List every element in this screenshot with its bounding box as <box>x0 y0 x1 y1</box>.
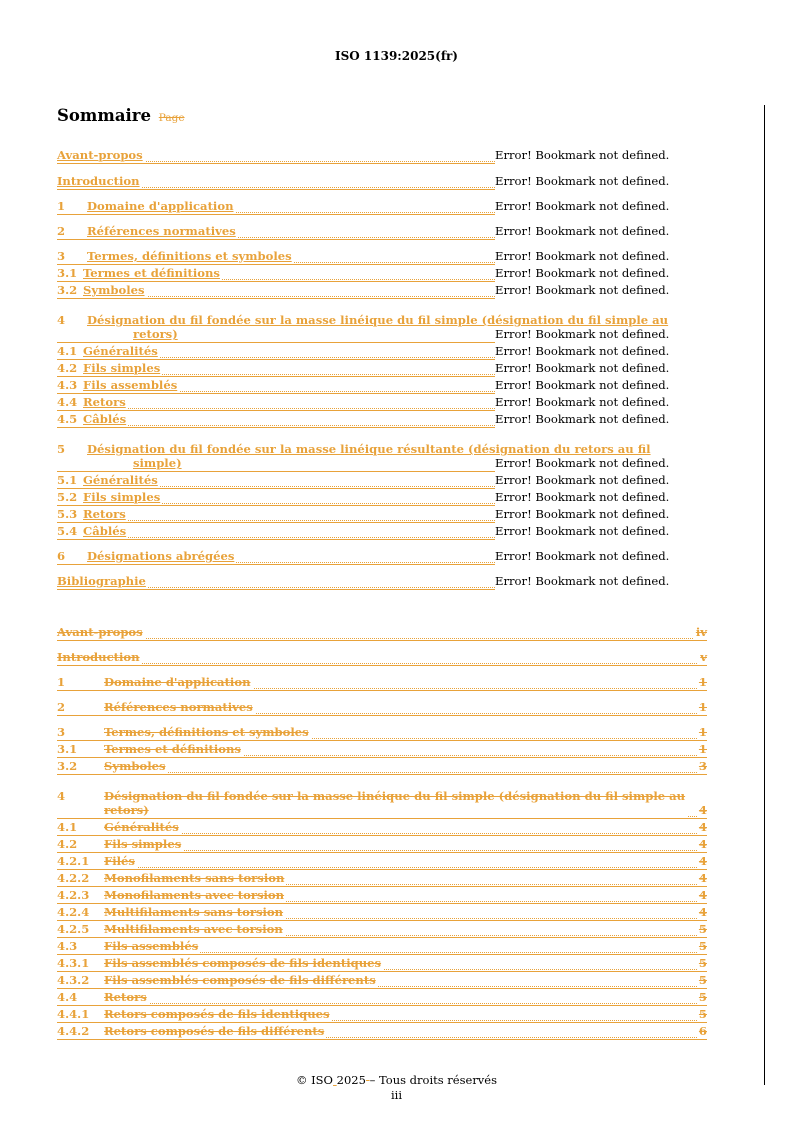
toc-entry-label <box>57 378 179 392</box>
change-underline <box>57 665 707 666</box>
toc-deleted-number: 4.2 <box>57 837 78 851</box>
toc-deleted-label <box>57 820 181 834</box>
toc-entry-number: 5.1 <box>57 473 78 487</box>
toc-deleted-number: 4.1 <box>57 820 78 834</box>
toc-deleted-title: Symboles <box>104 759 166 773</box>
toc-page-label: Page <box>158 112 185 124</box>
toc-entry-link[interactable] <box>57 438 670 472</box>
change-bar <box>764 105 765 1085</box>
toc-entry-number: 3 <box>57 249 66 263</box>
toc-deleted-page: 5 <box>698 956 707 970</box>
toc-deleted-label <box>57 789 687 817</box>
toc-entry-error: Error! Bookmark not defined. <box>495 266 670 280</box>
toc-entry-label <box>57 174 142 188</box>
toc-deleted-label <box>57 905 285 919</box>
toc-entry-label <box>57 574 148 588</box>
toc-deleted-number: 3.1 <box>57 742 78 756</box>
toc-deleted-entry[interactable] <box>57 921 707 938</box>
toc-deleted-page: 4 <box>698 905 707 919</box>
toc-deleted-title-continuation: retors) <box>104 803 149 817</box>
change-underline <box>57 690 707 691</box>
toc-deleted-page: 1 <box>698 700 707 714</box>
toc-deleted-label <box>57 871 286 885</box>
toc-deleted-title: Avant-propos <box>57 625 143 639</box>
toc-deleted-entry[interactable] <box>57 674 707 691</box>
change-underline <box>57 1039 707 1040</box>
toc-entry-link[interactable] <box>57 198 670 215</box>
toc-entry-title: Fils simples <box>83 490 161 504</box>
insert-underline <box>57 427 495 428</box>
toc-deleted-label <box>57 725 311 739</box>
toc-deleted-entry[interactable] <box>57 1006 707 1023</box>
toc-entry-number: 3.1 <box>57 266 78 280</box>
toc-entry-link[interactable] <box>57 248 670 265</box>
toc-deleted-number: 3 <box>57 725 66 739</box>
toc-deleted-entry[interactable] <box>57 819 707 836</box>
toc-deleted-number: 4.2.5 <box>57 922 90 936</box>
toc-deleted-title: Monofilaments sans torsion <box>104 871 285 885</box>
footer-copyright: © ISO <box>295 1073 333 1087</box>
toc-deleted-number: 4.4.1 <box>57 1007 90 1021</box>
toc-deleted-entry[interactable] <box>57 836 707 853</box>
toc-deleted-entry[interactable] <box>57 699 707 716</box>
toc-entry-number: 4.1 <box>57 344 78 358</box>
toc-deleted-page: 4 <box>698 854 707 868</box>
toc-deleted-title: Retors composés de fils différents <box>104 1024 325 1038</box>
toc-deleted-number: 4.3 <box>57 939 78 953</box>
toc-deleted-label <box>57 922 285 936</box>
insert-underline <box>57 589 495 590</box>
toc-deleted-title: Multifilaments avec torsion <box>104 922 283 936</box>
toc-deleted-label <box>57 888 286 902</box>
toc-entry-error: Error! Bookmark not defined. <box>495 361 670 375</box>
toc-entry-title-continuation: retors) <box>133 327 178 341</box>
toc-entry-number: 2 <box>57 224 66 238</box>
toc-entry-link[interactable] <box>57 282 670 299</box>
toc-deleted-page: 5 <box>698 922 707 936</box>
toc-entry-label <box>57 148 145 162</box>
toc-deleted-title: Fils simples <box>104 837 182 851</box>
toc-entry-number: 4.5 <box>57 412 78 426</box>
toc-entry-title: Retors <box>83 395 126 409</box>
toc-deleted-label <box>57 675 253 689</box>
toc-deleted-entry[interactable] <box>57 758 707 775</box>
toc-entry-label <box>57 361 162 375</box>
toc-entry-link[interactable] <box>57 523 670 540</box>
toc-deleted-number: 3.2 <box>57 759 78 773</box>
toc-deleted-label <box>57 625 145 639</box>
toc-entry-number: 5.3 <box>57 507 78 521</box>
toc-deleted-title: Monofilaments avec torsion <box>104 888 285 902</box>
toc-deleted-label <box>57 700 255 714</box>
toc-deleted-number: 4.4 <box>57 990 78 1004</box>
toc-deleted-title: Domaine d'application <box>104 675 251 689</box>
dot-leader <box>57 662 707 664</box>
toc-entry-error: Error! Bookmark not defined. <box>495 148 670 162</box>
toc-entry-title: Généralités <box>83 344 158 358</box>
toc-deleted-number: 4.3.2 <box>57 973 90 987</box>
toc-entry-error: Error! Bookmark not defined. <box>495 283 670 297</box>
toc-deleted-entry[interactable] <box>57 989 707 1006</box>
toc-entry-error: Error! Bookmark not defined. <box>495 199 670 213</box>
toc-entry-link[interactable] <box>57 343 670 360</box>
toc-deleted-entry[interactable] <box>57 972 707 989</box>
toc-entry-link[interactable] <box>57 394 670 411</box>
toc-deleted-page: 4 <box>698 803 707 817</box>
toc-deleted-number: 2 <box>57 700 66 714</box>
toc-deleted-page: iv <box>695 625 707 639</box>
toc-deleted-title: Fils assemblés composés de fils différents <box>104 973 376 987</box>
toc-entry-label <box>57 249 294 263</box>
toc-entry-number: 4.3 <box>57 378 78 392</box>
toc-entry-label <box>57 549 236 563</box>
toc-deleted-entry[interactable] <box>57 853 707 870</box>
insert-underline <box>57 539 495 540</box>
page-footer <box>0 1073 793 1102</box>
footer-page-number: iii <box>390 1088 403 1102</box>
toc-deleted-entry[interactable] <box>57 887 707 904</box>
insert-underline <box>57 189 495 190</box>
insert-underline <box>57 564 495 565</box>
toc-entry-title: Désignation du fil fondée sur la masse linéique résultante (désignation du retors au fil <box>87 442 651 456</box>
toc-deleted-label <box>57 1007 332 1021</box>
change-underline <box>57 715 707 716</box>
toc-deleted-number: 4.2.3 <box>57 888 90 902</box>
toc-deleted-entry[interactable] <box>57 741 707 758</box>
toc-deleted-label <box>57 1024 326 1038</box>
toc-entry-label <box>57 395 128 409</box>
toc-deleted-number: 4.3.1 <box>57 956 90 970</box>
insert-underline <box>57 239 495 240</box>
toc-entry-title: Retors <box>83 507 126 521</box>
toc-deleted-page: 3 <box>698 759 707 773</box>
toc-deleted-label <box>57 837 183 851</box>
toc-entry-title: Désignation du fil fondée sur la masse linéique du fil simple (désignation du fil simple au <box>87 313 669 327</box>
toc-deleted-label <box>57 742 243 756</box>
toc-deleted-label <box>57 990 149 1004</box>
toc-deleted-title: Retors composés de fils identiques <box>104 1007 330 1021</box>
toc-entry-label <box>57 224 238 238</box>
toc-entry-error: Error! Bookmark not defined. <box>495 378 670 392</box>
toc-deleted-page: 4 <box>698 837 707 851</box>
toc-entry-error: Error! Bookmark not defined. <box>495 574 670 588</box>
toc-entry-error: Error! Bookmark not defined. <box>495 473 670 487</box>
toc-deleted-entry[interactable] <box>57 1023 707 1040</box>
toc-deleted-title: Termes, définitions et symboles <box>104 725 309 739</box>
toc-deleted-entry[interactable] <box>57 955 707 972</box>
toc-deleted-page: 5 <box>698 990 707 1004</box>
toc-deleted-entry[interactable] <box>57 904 707 921</box>
toc-deleted-page: v <box>700 650 707 664</box>
dot-leader <box>57 866 707 868</box>
dot-leader <box>57 1002 707 1004</box>
toc-entry-number: 4.2 <box>57 361 78 375</box>
toc-entry-label <box>57 490 162 504</box>
toc-entry-error: Error! Bookmark not defined. <box>495 412 670 426</box>
toc-entry-label <box>57 199 236 213</box>
toc-deleted-title: Fils assemblés composés de fils identiques <box>104 956 382 970</box>
toc-entry-title-continuation: simple) <box>133 456 182 470</box>
toc-heading <box>57 106 185 125</box>
toc-entry-label <box>57 524 128 538</box>
toc-entry-title: Termes, définitions et symboles <box>87 249 292 263</box>
toc-deleted-page: 1 <box>698 725 707 739</box>
toc-entry-label <box>57 507 128 521</box>
toc-entry-title: Termes et définitions <box>83 266 220 280</box>
toc-deleted-label <box>57 973 378 987</box>
toc-entry-error: Error! Bookmark not defined. <box>495 490 670 504</box>
toc-entry-number: 5.4 <box>57 524 78 538</box>
toc-deleted-number: 4.2.2 <box>57 871 90 885</box>
toc-deleted-page: 4 <box>698 871 707 885</box>
toc-entry-link[interactable] <box>57 360 670 377</box>
toc-entry-title: Symboles <box>83 283 145 297</box>
toc-entry-title: Désignations abrégées <box>87 549 235 563</box>
toc-entry-error: Error! Bookmark not defined. <box>495 456 670 470</box>
toc-deleted-number: 4.2.4 <box>57 905 90 919</box>
toc-entry-error: Error! Bookmark not defined. <box>495 344 670 358</box>
toc-deleted-page: 5 <box>698 1007 707 1021</box>
toc-entry-link[interactable] <box>57 489 670 506</box>
change-underline <box>57 774 707 775</box>
footer-year: 2025 <box>336 1073 366 1087</box>
toc-deleted-page: 4 <box>698 888 707 902</box>
toc-entry-title: Avant-propos <box>57 148 143 162</box>
toc-deleted-page: 5 <box>698 939 707 953</box>
toc-deleted-page: 6 <box>698 1024 707 1038</box>
toc-deleted-label <box>57 759 168 773</box>
insert-underline <box>57 163 495 164</box>
toc-entry-number: 3.2 <box>57 283 78 297</box>
toc-deleted-label <box>57 650 142 664</box>
toc-deleted-title: Filés <box>104 854 135 868</box>
toc-entry-title: Domaine d'application <box>87 199 234 213</box>
toc-deleted-title: Fils assemblés <box>104 939 199 953</box>
toc-entry-label <box>57 344 160 358</box>
toc-deleted-number: 4.4.2 <box>57 1024 90 1038</box>
toc-entry-number: 4.4 <box>57 395 78 409</box>
toc-entry-title: Fils simples <box>83 361 161 375</box>
dot-leader <box>57 637 707 639</box>
toc-entry-error: Error! Bookmark not defined. <box>495 395 670 409</box>
toc-deleted-label <box>57 854 137 868</box>
toc-deleted-page: 1 <box>698 675 707 689</box>
toc-deleted-page: 1 <box>698 742 707 756</box>
toc-entry-link[interactable] <box>57 548 670 565</box>
toc-entry-number: 5 <box>57 442 66 456</box>
toc-entry-title: Câblés <box>83 524 127 538</box>
toc-entry-label <box>57 266 222 280</box>
toc-deleted-title: Retors <box>104 990 147 1004</box>
toc-entry-label <box>57 473 160 487</box>
toc-deleted-page: 5 <box>698 973 707 987</box>
toc-deleted-entry[interactable] <box>57 724 707 741</box>
toc-entry-title: Câblés <box>83 412 127 426</box>
toc-deleted-title: Termes et définitions <box>104 742 241 756</box>
change-underline <box>57 640 707 641</box>
toc-entry-number: 1 <box>57 199 66 213</box>
toc-deleted-entry[interactable] <box>57 870 707 887</box>
toc-deleted-number: 4.2.1 <box>57 854 90 868</box>
toc-entry-error: Error! Bookmark not defined. <box>495 224 670 238</box>
toc-deleted-number: 4 <box>57 789 66 803</box>
toc-entry-error: Error! Bookmark not defined. <box>495 549 670 563</box>
toc-deleted-title: Désignation du fil fondée sur la masse linéique du fil simple (désignation du fil simple au <box>104 789 686 803</box>
toc-heading-text: Sommaire <box>57 106 151 125</box>
footer-rights: – Tous droits réservés <box>369 1073 498 1087</box>
toc-entry-link[interactable] <box>57 147 670 164</box>
toc-entry-title: Bibliographie <box>57 574 146 588</box>
toc-entry-label <box>57 283 147 297</box>
toc-deleted-title: Introduction <box>57 650 140 664</box>
toc-entry-title: Références normatives <box>87 224 236 238</box>
toc-deleted-entry[interactable] <box>57 785 707 819</box>
toc-entry-link[interactable] <box>57 506 670 523</box>
toc-deleted-label <box>57 939 200 953</box>
toc-entry-error: Error! Bookmark not defined. <box>495 174 670 188</box>
insert-underline <box>57 214 495 215</box>
page-header-title: ISO 1139:2025(fr) <box>335 49 458 63</box>
toc-entry-link[interactable] <box>57 309 670 343</box>
toc-entry-label <box>57 412 128 426</box>
toc-entry-link[interactable] <box>57 411 670 428</box>
toc-entry-link[interactable] <box>57 265 670 282</box>
toc-deleted-entry[interactable] <box>57 624 707 641</box>
toc-deleted-title: Références normatives <box>104 700 253 714</box>
toc-entry-title: Fils assemblés <box>83 378 178 392</box>
toc-entry-link[interactable] <box>57 472 670 489</box>
toc-entry-number: 6 <box>57 549 66 563</box>
toc-deleted-title: Multifilaments sans torsion <box>104 905 284 919</box>
toc-entry-error: Error! Bookmark not defined. <box>495 524 670 538</box>
toc-deleted-entry[interactable] <box>57 938 707 955</box>
toc-deleted-title: Généralités <box>104 820 179 834</box>
toc-entry-title: Introduction <box>57 174 140 188</box>
toc-deleted-label <box>57 956 383 970</box>
insert-underline <box>57 298 495 299</box>
toc-entry-link[interactable] <box>57 223 670 240</box>
toc-entry-error: Error! Bookmark not defined. <box>495 249 670 263</box>
toc-entry-title: Généralités <box>83 473 158 487</box>
toc-entry-link[interactable] <box>57 173 670 190</box>
toc-deleted-number: 1 <box>57 675 66 689</box>
toc-entry-number: 4 <box>57 313 66 327</box>
toc-entry-link[interactable] <box>57 377 670 394</box>
toc-entry-number: 5.2 <box>57 490 78 504</box>
toc-deleted-entry[interactable] <box>57 649 707 666</box>
toc-entry-error: Error! Bookmark not defined. <box>495 507 670 521</box>
toc-deleted-page: 4 <box>698 820 707 834</box>
toc-entry-link[interactable] <box>57 573 670 590</box>
toc-entry-error: Error! Bookmark not defined. <box>495 327 670 341</box>
